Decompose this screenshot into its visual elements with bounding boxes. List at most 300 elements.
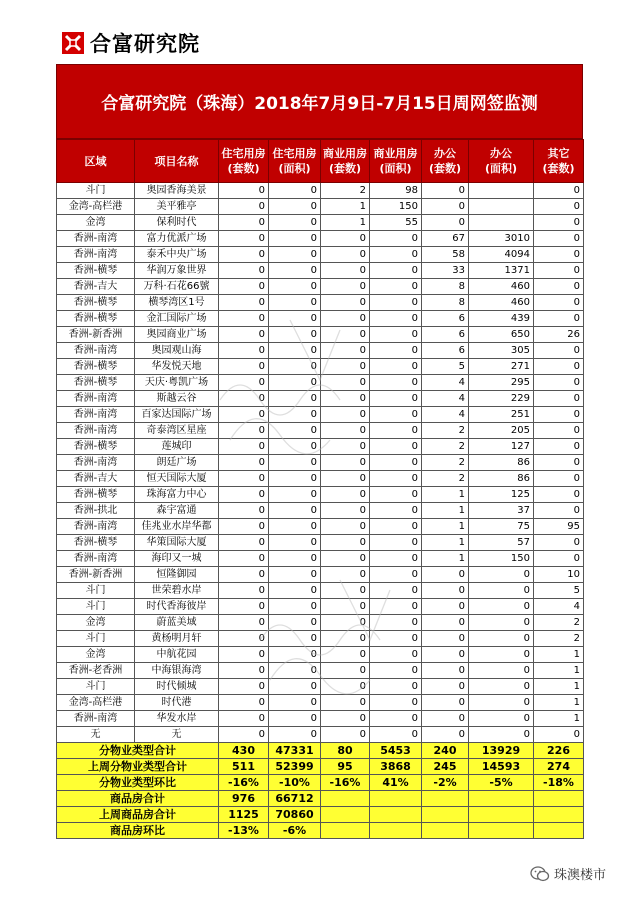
cell-value: 0 (269, 503, 321, 519)
cell-value: 0 (469, 647, 534, 663)
cell-district: 香洲-横琴 (57, 487, 135, 503)
cell-district: 香洲-横琴 (57, 535, 135, 551)
cell-value: 0 (370, 519, 422, 535)
table-row (57, 247, 584, 263)
cell-value: 0 (534, 231, 584, 247)
cell-value: 6 (422, 327, 469, 343)
cell-value: 0 (321, 711, 370, 727)
cell-value: 1 (422, 551, 469, 567)
column-header-line1: 商业用房 (373, 147, 418, 160)
cell-district: 金湾 (57, 215, 135, 231)
cell-value: 0 (321, 583, 370, 599)
summary-value (534, 823, 584, 839)
cell-value: 0 (321, 663, 370, 679)
column-header (135, 140, 219, 183)
cell-value: 0 (321, 567, 370, 583)
summary-value: 66712 (269, 791, 321, 807)
cell-value: 4 (422, 391, 469, 407)
column-header-line2: (面积) (278, 162, 311, 175)
table-row (57, 663, 584, 679)
cell-value: 0 (321, 359, 370, 375)
cell-district: 香洲-吉大 (57, 279, 135, 295)
cell-value: 0 (321, 727, 370, 743)
column-header-line2: (套数) (542, 162, 575, 175)
cell-value: 439 (469, 311, 534, 327)
summary-value: -18% (534, 775, 584, 791)
summary-row (57, 743, 584, 759)
cell-value: 0 (269, 487, 321, 503)
cell-value: 0 (370, 391, 422, 407)
column-header (269, 140, 321, 183)
cell-value: 0 (321, 631, 370, 647)
cell-value: 0 (219, 327, 269, 343)
cell-value: 0 (370, 343, 422, 359)
cell-value: 0 (422, 679, 469, 695)
cell-value: 0 (219, 503, 269, 519)
summary-value (370, 823, 422, 839)
cell-value: 0 (269, 375, 321, 391)
sales-table (56, 139, 584, 839)
cell-value: 0 (534, 343, 584, 359)
cell-value: 0 (219, 215, 269, 231)
cell-value: 55 (370, 215, 422, 231)
summary-value: 41% (370, 775, 422, 791)
cell-value: 0 (219, 231, 269, 247)
brand-logo-icon (62, 32, 84, 54)
cell-value: 0 (370, 551, 422, 567)
wechat-icon (530, 865, 550, 883)
cell-value: 460 (469, 295, 534, 311)
cell-value: 0 (534, 487, 584, 503)
cell-value: 8 (422, 279, 469, 295)
cell-value: 1 (321, 215, 370, 231)
cell-value: 1371 (469, 263, 534, 279)
cell-value: 1 (534, 711, 584, 727)
cell-value: 0 (370, 567, 422, 583)
cell-value: 0 (219, 311, 269, 327)
cell-value: 0 (370, 295, 422, 311)
column-header (321, 140, 370, 183)
cell-value (469, 183, 534, 199)
cell-value: 0 (269, 535, 321, 551)
cell-value: 0 (269, 567, 321, 583)
cell-value: 0 (370, 247, 422, 263)
cell-value: 0 (469, 663, 534, 679)
cell-value: 0 (534, 407, 584, 423)
summary-value (370, 791, 422, 807)
cell-value: 0 (321, 343, 370, 359)
cell-value: 0 (269, 183, 321, 199)
table-row (57, 471, 584, 487)
cell-value: 0 (422, 711, 469, 727)
cell-value: 0 (534, 215, 584, 231)
cell-value: 0 (534, 199, 584, 215)
summary-value: 47331 (269, 743, 321, 759)
table-row (57, 455, 584, 471)
summary-value: -5% (469, 775, 534, 791)
cell-value: 0 (534, 535, 584, 551)
cell-value: 0 (219, 471, 269, 487)
cell-value: 0 (534, 423, 584, 439)
cell-value: 6 (422, 343, 469, 359)
summary-value: -2% (422, 775, 469, 791)
cell-value: 150 (469, 551, 534, 567)
cell-value: 0 (219, 695, 269, 711)
cell-value: 0 (321, 327, 370, 343)
cell-value: 0 (534, 439, 584, 455)
cell-value: 0 (269, 247, 321, 263)
table-row (57, 711, 584, 727)
summary-value (469, 807, 534, 823)
cell-value: 86 (469, 471, 534, 487)
cell-value: 0 (370, 695, 422, 711)
cell-district: 斗门 (57, 183, 135, 199)
summary-value: 274 (534, 759, 584, 775)
cell-value: 5 (534, 583, 584, 599)
cell-value: 2 (534, 631, 584, 647)
column-header-line1: 商业用房 (323, 147, 367, 160)
cell-value: 57 (469, 535, 534, 551)
table-row (57, 391, 584, 407)
summary-label: 上周商品房合计 (57, 807, 219, 823)
cell-value: 0 (219, 263, 269, 279)
cell-value: 0 (321, 695, 370, 711)
summary-value: -16% (219, 775, 269, 791)
cell-project: 黄杨明月轩 (135, 631, 219, 647)
cell-value: 0 (321, 471, 370, 487)
column-header-line1: 住宅用房 (221, 147, 266, 160)
cell-district: 无 (57, 727, 135, 743)
cell-value: 0 (422, 695, 469, 711)
cell-value: 0 (219, 727, 269, 743)
column-header-line2: (套数) (428, 162, 462, 175)
table-row (57, 551, 584, 567)
cell-value: 26 (534, 327, 584, 343)
cell-value: 229 (469, 391, 534, 407)
cell-value: 0 (219, 519, 269, 535)
cell-value: 0 (269, 711, 321, 727)
cell-value: 0 (321, 503, 370, 519)
cell-value: 0 (469, 711, 534, 727)
cell-project: 珠海富力中心 (135, 487, 219, 503)
cell-project: 华发悦天地 (135, 359, 219, 375)
cell-value: 0 (370, 647, 422, 663)
cell-value: 0 (269, 263, 321, 279)
cell-project: 时代倾城 (135, 679, 219, 695)
cell-value: 0 (269, 695, 321, 711)
table-row (57, 423, 584, 439)
cell-project: 斯越云谷 (135, 391, 219, 407)
table-row (57, 695, 584, 711)
cell-value: 0 (269, 455, 321, 471)
cell-project: 百家达国际广场 (135, 407, 219, 423)
summary-value: 245 (422, 759, 469, 775)
cell-value: 0 (534, 295, 584, 311)
cell-value: 1 (422, 487, 469, 503)
summary-label: 商品房合计 (57, 791, 219, 807)
report-sheet (56, 64, 583, 839)
cell-value: 0 (269, 423, 321, 439)
column-header-line1: 办公 (490, 147, 512, 160)
column-header-line2: (套数) (227, 162, 260, 175)
cell-value: 0 (422, 215, 469, 231)
cell-value: 0 (321, 375, 370, 391)
cell-district: 香洲-南湾 (57, 247, 135, 263)
cell-value: 0 (219, 663, 269, 679)
cell-value: 75 (469, 519, 534, 535)
cell-district: 斗门 (57, 631, 135, 647)
cell-district: 香洲-新香洲 (57, 327, 135, 343)
cell-value: 1 (422, 535, 469, 551)
table-row (57, 343, 584, 359)
table-row (57, 183, 584, 199)
cell-value: 1 (321, 199, 370, 215)
cell-project: 朗廷广场 (135, 455, 219, 471)
summary-row (57, 823, 584, 839)
cell-value: 295 (469, 375, 534, 391)
cell-value: 0 (370, 327, 422, 343)
summary-label: 分物业类型环比 (57, 775, 219, 791)
cell-value: 305 (469, 343, 534, 359)
cell-district: 香洲-南湾 (57, 407, 135, 423)
cell-project: 恒隆御园 (135, 567, 219, 583)
cell-value: 0 (219, 407, 269, 423)
cell-value: 0 (269, 583, 321, 599)
cell-value: 0 (219, 375, 269, 391)
column-header-line1: 其它 (547, 147, 570, 160)
cell-project: 中海银海湾 (135, 663, 219, 679)
summary-value: 95 (321, 759, 370, 775)
cell-value: 0 (321, 407, 370, 423)
cell-project: 万科·石花66號 (135, 279, 219, 295)
summary-label: 上周分物业类型合计 (57, 759, 219, 775)
cell-value: 0 (370, 535, 422, 551)
cell-value: 0 (370, 279, 422, 295)
cell-district: 香洲-新香洲 (57, 567, 135, 583)
cell-project: 富力优派广场 (135, 231, 219, 247)
column-header (422, 140, 469, 183)
cell-project: 蔚蓝美域 (135, 615, 219, 631)
cell-project: 奇泰湾区星座 (135, 423, 219, 439)
cell-value: 0 (269, 519, 321, 535)
cell-project: 奥园观山海 (135, 343, 219, 359)
table-row (57, 439, 584, 455)
cell-value: 0 (321, 455, 370, 471)
cell-district: 香洲-老香洲 (57, 663, 135, 679)
cell-value: 0 (321, 487, 370, 503)
summary-value: 511 (219, 759, 269, 775)
cell-value: 125 (469, 487, 534, 503)
cell-value: 10 (534, 567, 584, 583)
cell-value: 2 (534, 615, 584, 631)
cell-value: 33 (422, 263, 469, 279)
cell-value: 0 (269, 343, 321, 359)
table-row (57, 231, 584, 247)
cell-value: 0 (321, 615, 370, 631)
cell-value: 0 (219, 599, 269, 615)
cell-value: 2 (422, 455, 469, 471)
cell-project: 佳兆业水岸华都 (135, 519, 219, 535)
column-header-line2: (面积) (379, 162, 412, 175)
table-row (57, 279, 584, 295)
summary-value: -6% (269, 823, 321, 839)
brand-name: 合富研究院 (90, 32, 200, 56)
cell-value: 0 (370, 711, 422, 727)
wechat-footer (530, 864, 606, 883)
table-row (57, 599, 584, 615)
cell-project: 保利时代 (135, 215, 219, 231)
cell-value: 0 (370, 359, 422, 375)
cell-value: 0 (269, 631, 321, 647)
summary-value: 5453 (370, 743, 422, 759)
cell-value: 0 (534, 263, 584, 279)
cell-value: 0 (370, 439, 422, 455)
cell-value: 0 (219, 343, 269, 359)
cell-district: 斗门 (57, 599, 135, 615)
cell-value: 0 (534, 183, 584, 199)
cell-value: 0 (269, 471, 321, 487)
cell-value: 0 (321, 263, 370, 279)
cell-value: 0 (422, 583, 469, 599)
table-row (57, 263, 584, 279)
cell-value: 0 (469, 727, 534, 743)
summary-value: -10% (269, 775, 321, 791)
cell-district: 香洲-横琴 (57, 311, 135, 327)
cell-value: 0 (534, 551, 584, 567)
cell-value: 0 (370, 663, 422, 679)
cell-project: 海印又一城 (135, 551, 219, 567)
cell-value: 0 (219, 199, 269, 215)
summary-label: 商品房环比 (57, 823, 219, 839)
cell-value (469, 215, 534, 231)
cell-value: 0 (370, 231, 422, 247)
summary-value: 1125 (219, 807, 269, 823)
cell-value: 0 (269, 647, 321, 663)
cell-value: 0 (219, 711, 269, 727)
cell-value: 650 (469, 327, 534, 343)
table-row (57, 215, 584, 231)
cell-value: 0 (219, 183, 269, 199)
cell-value: 0 (219, 679, 269, 695)
cell-value: 0 (269, 391, 321, 407)
cell-value: 0 (422, 663, 469, 679)
cell-district: 香洲-南湾 (57, 343, 135, 359)
cell-value: 4 (534, 599, 584, 615)
cell-value: 0 (269, 231, 321, 247)
table-row (57, 631, 584, 647)
cell-value: 0 (422, 183, 469, 199)
cell-value: 0 (469, 695, 534, 711)
cell-value: 0 (469, 583, 534, 599)
cell-value: 0 (370, 375, 422, 391)
summary-value: 976 (219, 791, 269, 807)
summary-value (321, 791, 370, 807)
cell-value: 0 (269, 407, 321, 423)
cell-value: 0 (219, 535, 269, 551)
cell-value: 0 (269, 663, 321, 679)
cell-value: 0 (370, 487, 422, 503)
table-row (57, 295, 584, 311)
table-row (57, 647, 584, 663)
cell-value: 0 (321, 439, 370, 455)
summary-value: 430 (219, 743, 269, 759)
cell-value: 0 (269, 615, 321, 631)
cell-value (469, 199, 534, 215)
summary-value: 14593 (469, 759, 534, 775)
cell-value: 0 (321, 535, 370, 551)
cell-value: 0 (469, 631, 534, 647)
cell-value: 460 (469, 279, 534, 295)
cell-value: 0 (422, 727, 469, 743)
wechat-account-name: 珠澳楼市 (554, 868, 607, 883)
cell-value: 2 (321, 183, 370, 199)
summary-value: -13% (219, 823, 269, 839)
cell-value: 0 (422, 631, 469, 647)
cell-value: 0 (219, 487, 269, 503)
cell-project: 天庆·粤凯广场 (135, 375, 219, 391)
header-row (57, 140, 584, 183)
cell-value: 205 (469, 423, 534, 439)
cell-value: 0 (219, 647, 269, 663)
cell-value: 0 (370, 631, 422, 647)
summary-value (321, 807, 370, 823)
cell-value: 127 (469, 439, 534, 455)
column-header-line2: (套数) (328, 162, 362, 175)
cell-value: 0 (219, 439, 269, 455)
summary-value: 3868 (370, 759, 422, 775)
cell-value: 0 (321, 295, 370, 311)
cell-value: 0 (469, 599, 534, 615)
cell-value: 0 (321, 423, 370, 439)
cell-value: 0 (269, 679, 321, 695)
cell-value: 1 (422, 519, 469, 535)
cell-value: 0 (370, 311, 422, 327)
summary-value (422, 791, 469, 807)
table-row (57, 487, 584, 503)
cell-value: 2 (422, 471, 469, 487)
cell-project: 美平雅亭 (135, 199, 219, 215)
cell-value: 0 (321, 279, 370, 295)
cell-value: 0 (370, 615, 422, 631)
cell-value: 0 (219, 551, 269, 567)
cell-value: 0 (269, 551, 321, 567)
summary-value (422, 823, 469, 839)
cell-value: 150 (370, 199, 422, 215)
cell-project: 恒天国际大厦 (135, 471, 219, 487)
table-row (57, 199, 584, 215)
table-row (57, 679, 584, 695)
table-row (57, 727, 584, 743)
cell-value: 86 (469, 455, 534, 471)
cell-value: 0 (269, 295, 321, 311)
cell-value: 0 (370, 423, 422, 439)
cell-value: 0 (219, 615, 269, 631)
cell-value: 0 (321, 311, 370, 327)
cell-value: 0 (321, 391, 370, 407)
summary-value (370, 807, 422, 823)
table-row (57, 583, 584, 599)
summary-value: 226 (534, 743, 584, 759)
cell-value: 67 (422, 231, 469, 247)
cell-value: 0 (370, 471, 422, 487)
cell-value: 1 (534, 695, 584, 711)
cell-district: 香洲-南湾 (57, 519, 135, 535)
cell-value: 4094 (469, 247, 534, 263)
cell-value: 0 (269, 279, 321, 295)
table-row (57, 327, 584, 343)
cell-value: 0 (219, 455, 269, 471)
cell-value: 0 (321, 599, 370, 615)
